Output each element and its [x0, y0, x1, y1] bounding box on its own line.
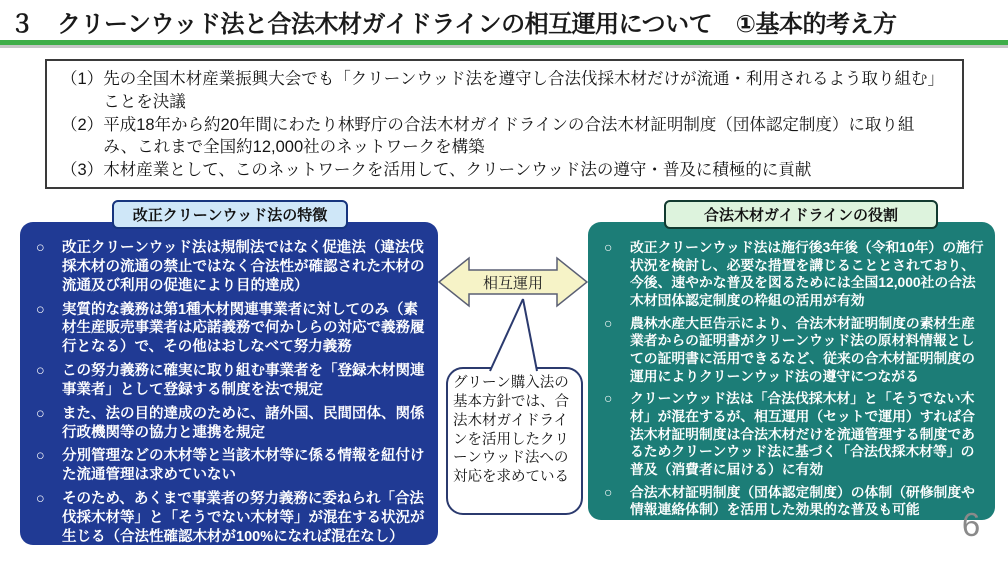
list-item — [30, 362, 428, 400]
bullet-marker: ○ — [604, 240, 613, 255]
list-item — [598, 390, 985, 478]
bullet-text: また、法の目的達成のために、諸外国、民間団体、関係行政機関等の協力と連携を規定 — [62, 405, 425, 441]
summary-item-marker: （1） — [61, 70, 104, 88]
summary-box — [45, 59, 964, 189]
left-panel-header: 改正クリーンウッド法の特徴 — [112, 200, 348, 229]
summary-item — [61, 114, 948, 160]
summary-item — [61, 159, 948, 182]
bullet-marker: ○ — [604, 391, 613, 407]
list-item — [30, 301, 428, 358]
bullet-text: 農林水産大臣告示により、合法木材証明制度の素材生産業者からの証明書がクリーンウッド法の原材料情報としての証明書に活用できるなど、従来の合木材証明制度の運用によりクリーンウッド法の遵守につながる — [630, 315, 975, 384]
bullet-text: この努力義務に確実に取り組む事業者を「登録木材関連事業者」として登録する制度を法で規定 — [62, 363, 425, 398]
list-item — [598, 484, 985, 519]
summary-item-text: 平成18年から約20年間にわたり林野庁の合法木材ガイドラインの合法木材証明制度（団体認定制度）に取り組み、これまで全国約12,000社のネットワークを構築 — [103, 115, 915, 157]
bullet-text: 改正クリーンウッド法は規制法ではなく促進法（違法伐採木材の流通の禁止ではなく合法性が確認された木材の流通及び利用の促進により目的達成） — [62, 240, 425, 294]
bullet-marker: ○ — [36, 301, 45, 318]
bullet-text: そのため、あくまで事業者の努力義務に委ねられ「合法伐採木材等」と「そうでない木材等」が混在する状況が生じる（合法性確認木材が100%になれば混在なし） — [62, 491, 425, 545]
bullet-text: 改正クリーンウッド法は施行後3年後（令和10年）の施行状況を検討し、必要な措置を講じることとされており、今後、速やかな普及を図るためには全国12,000社の合法木材団体認定制度の枠組の活用が有効 — [630, 240, 984, 308]
page-title: ３ クリーンウッド法と合法木材ガイドラインの相互運用について ①基本的考え方 — [10, 11, 897, 38]
list-item — [598, 239, 985, 310]
bullet-text: 分別管理などの木材等と当該木材等に係る情報を紐付けた流通管理は求めていない — [62, 448, 425, 484]
green-purchase-callout-text: グリーン購入法の基本方針では、合法木材ガイドラインを活用したクリーンウッド法への対応を求めている — [453, 375, 569, 486]
list-item — [30, 405, 428, 443]
bullet-marker: ○ — [36, 448, 45, 465]
list-item — [30, 239, 428, 296]
right-panel-header: 合法木材ガイドラインの役割 — [664, 200, 938, 229]
bullet-text: クリーンウッド法は「合法伐採木材」と「そうでない木材」が混在するが、相互運用（セットで運用）すれば合法木材証明制度は合法木材だけを流通管理する制度であるためクリーンウッド法に基づく「合法伐採木材等」の普及（消費者に届ける）に有効 — [630, 391, 975, 477]
summary-item-text: 先の全国木材産業振興大会でも「クリーンウッド法を遵守し合法伐採木材だけが流通・利用されるよう取り組む」ことを決議 — [103, 70, 945, 111]
summary-item — [61, 68, 948, 114]
left-panel — [20, 222, 438, 545]
bullet-marker: ○ — [36, 363, 45, 380]
right-panel — [588, 222, 995, 520]
summary-item-marker: （3） — [61, 161, 104, 180]
title-divider-gray — [0, 45, 1008, 48]
bullet-marker: ○ — [36, 405, 45, 422]
bullet-text: 合法木材証明制度（団体認定制度）の体制（研修制度や情報連絡体制）を活用した効果的な普及も可能 — [630, 484, 975, 518]
list-item — [30, 490, 428, 545]
list-item — [30, 447, 428, 485]
bullet-marker: ○ — [36, 240, 45, 256]
bullet-marker: ○ — [604, 484, 613, 500]
mutual-operation-label: 相互運用 — [482, 275, 543, 292]
summary-item-text: 木材産業として、このネットワークを活用して、クリーンウッド法の遵守・普及に積極的に貢献 — [103, 161, 812, 180]
list-item — [598, 315, 985, 386]
bullet-marker: ○ — [604, 315, 613, 331]
bullet-marker: ○ — [36, 491, 45, 508]
page-number: 6 — [961, 506, 981, 543]
bullet-text: 実質的な義務は第1種木材関連事業者に対してのみ（素材生産販売事業者は応諾義務で何かしらの対応で義務履行となる）で、その他はおしなべて努力義務 — [62, 301, 425, 356]
summary-item-marker: （2） — [61, 115, 104, 134]
